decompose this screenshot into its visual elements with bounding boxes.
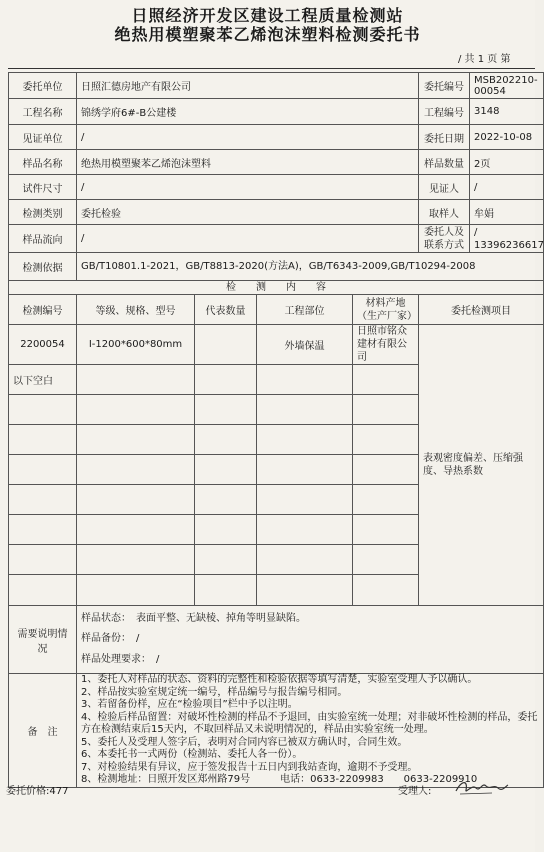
client-value: 日照汇德房地产有限公司 [77,73,419,99]
blank-cell [257,485,353,515]
note-line: 8、检测地址：日照开发区郑州路79号 电话：0633-2209983 0633-2209910 [81,774,478,785]
col-header-test-no: 检测编号 [9,295,77,325]
table-row-2-spec [77,365,195,395]
sample-qty-value: 2页 [470,150,544,175]
note-line: 1、委托人对样品的状态、资料的完整性和检验依据等填写清楚，实验室受理人予以确认。 [81,674,478,685]
col-header-part: 工程部位 [257,295,353,325]
table-row-1-no: 2200054 [9,325,77,365]
blank-cell [353,575,419,606]
page-count: / 共 1 页 第 [458,54,511,65]
date-label: 委托日期 [419,125,470,150]
table-row-1-part: 外墙保温 [257,325,353,365]
test-type-label: 检测类别 [9,200,77,225]
witness-unit-value: / [77,125,419,150]
notes-content [77,674,544,788]
table-row-1-qty [195,325,257,365]
note-line: 5、委托人及受理人签字后，表明对合同内容已被双方确认时，合同生效。 [81,736,408,748]
entrust-price: 委托价格:477 [6,786,69,797]
blank-cell [195,395,257,425]
blank-cell [9,485,77,515]
remarks-content [77,606,544,674]
table-row-2-qty [195,365,257,395]
witness-unit-label: 见证单位 [9,125,77,150]
blank-cell [195,485,257,515]
project-label: 工程名称 [9,99,77,125]
table-row-2-part [257,365,353,395]
entrustment-table [8,72,544,788]
blank-cell [77,575,195,606]
sample-flow-label: 样品流向 [9,225,77,253]
notes-label: 备 注 [9,674,77,788]
blank-cell [9,545,77,575]
note-line: 3、若留备份样，应在“检验项目”栏中予以注明。 [81,699,298,710]
top-rule [8,68,535,69]
table-row-1-spec: I-1200*600*80mm [77,325,195,365]
contact-value-1: / [474,226,478,238]
col-header-spec: 等级、规格、型号 [77,295,195,325]
sample-state: 样品状态： 表面平整、无缺棱、掉角等明显缺陷。 [81,612,306,624]
table-row-2-no: 以下空白 [9,365,77,395]
blank-cell [257,455,353,485]
blank-cell [77,455,195,485]
content-header: 检 测 内 容 [9,281,544,295]
blank-cell [77,485,195,515]
blank-cell [195,455,257,485]
note-line: 7、对检验结果有异议，应于签发报告十五日内到我站查询，逾期不予受理。 [81,761,418,773]
note-line: 4、检验后样品留置：对破坏性检测的样品不予退回，由实验室统一处理；对非破坏性检测的样品，委托方在检测结束后15天内，不取回样品又未说明情况的，样品由实验室统一处理。 [81,711,538,735]
date-value: 2022-10-08 [470,125,544,150]
blank-cell [195,515,257,545]
project-no-value: 3148 [470,99,544,125]
blank-cell [195,545,257,575]
blank-cell [77,395,195,425]
blank-cell [353,425,419,455]
blank-cell [353,455,419,485]
document-title-line1: 日照经济开发区建设工程质量检测站 [131,6,404,25]
blank-cell [257,425,353,455]
witness-person-value: / [470,175,544,200]
blank-cell [9,455,77,485]
col-header-items: 委托检测项目 [419,295,544,325]
col-header-origin: 材料产地（生产厂家） [353,295,419,325]
blank-cell [353,545,419,575]
sample-handling: 样品处理要求： / [81,653,160,665]
sample-flow-value: / [77,225,419,253]
witness-person-label: 见证人 [419,175,470,200]
sample-backup: 样品备份： / [81,633,140,645]
contact-phone: 13396236617 [474,239,544,251]
project-no-label: 工程编号 [419,99,470,125]
sampler-value: 牟娟 [470,200,544,225]
blank-cell [195,425,257,455]
table-row-2-origin [353,365,419,395]
blank-cell [353,485,419,515]
blank-cell [353,395,419,425]
blank-cell [77,425,195,455]
project-value: 锦绣学府6#-B公建楼 [77,99,419,125]
test-type-value: 委托检验 [77,200,419,225]
remarks-label: 需要说明情况 [9,606,77,674]
blank-cell [9,425,77,455]
blank-cell [9,395,77,425]
blank-cell [257,575,353,606]
sample-name-label: 样品名称 [9,150,77,175]
note-line: 2、样品按实验室规定统一编号，样品编号与报告编号相同。 [81,686,348,698]
table-row-1-origin: 日照市铭众建材有限公司 [353,325,419,365]
basis-value: GB/T10801.1-2021，GB/T8813-2020(方法A)，GB/T6343-2009,GB/T10294-2008 [77,253,544,281]
blank-cell [9,515,77,545]
specimen-size-label: 试件尺寸 [9,175,77,200]
entrust-no-label: 委托编号 [419,73,470,99]
document-title-line2: 绝热用模塑聚苯乙烯泡沫塑料检测委托书 [114,25,421,44]
receiver-label: 受理人: [398,786,432,797]
contact-label: 委托人及联系方式 [419,225,470,253]
specimen-size-value: / [77,175,419,200]
blank-cell [9,575,77,606]
sampler-label: 取样人 [419,200,470,225]
blank-cell [257,545,353,575]
entrust-no-value: MSB202210-00054 [470,73,544,99]
blank-cell [257,395,353,425]
sample-qty-label: 样品数量 [419,150,470,175]
blank-cell [77,515,195,545]
note-line: 6、本委托书一式两份（检测站、委托人各一份）。 [81,749,303,760]
blank-cell [195,575,257,606]
blank-cell [257,515,353,545]
basis-label: 检测依据 [9,253,77,281]
sample-name-value: 绝热用模塑聚苯乙烯泡沫塑料 [77,150,419,175]
test-items-cell: 表观密度偏差、压缩强度、导热系数 [419,325,544,606]
client-label: 委托单位 [9,73,77,99]
receiver-signature [452,776,512,798]
col-header-qty: 代表数量 [195,295,257,325]
blank-cell [77,545,195,575]
blank-cell [353,515,419,545]
contact-value [470,225,544,253]
